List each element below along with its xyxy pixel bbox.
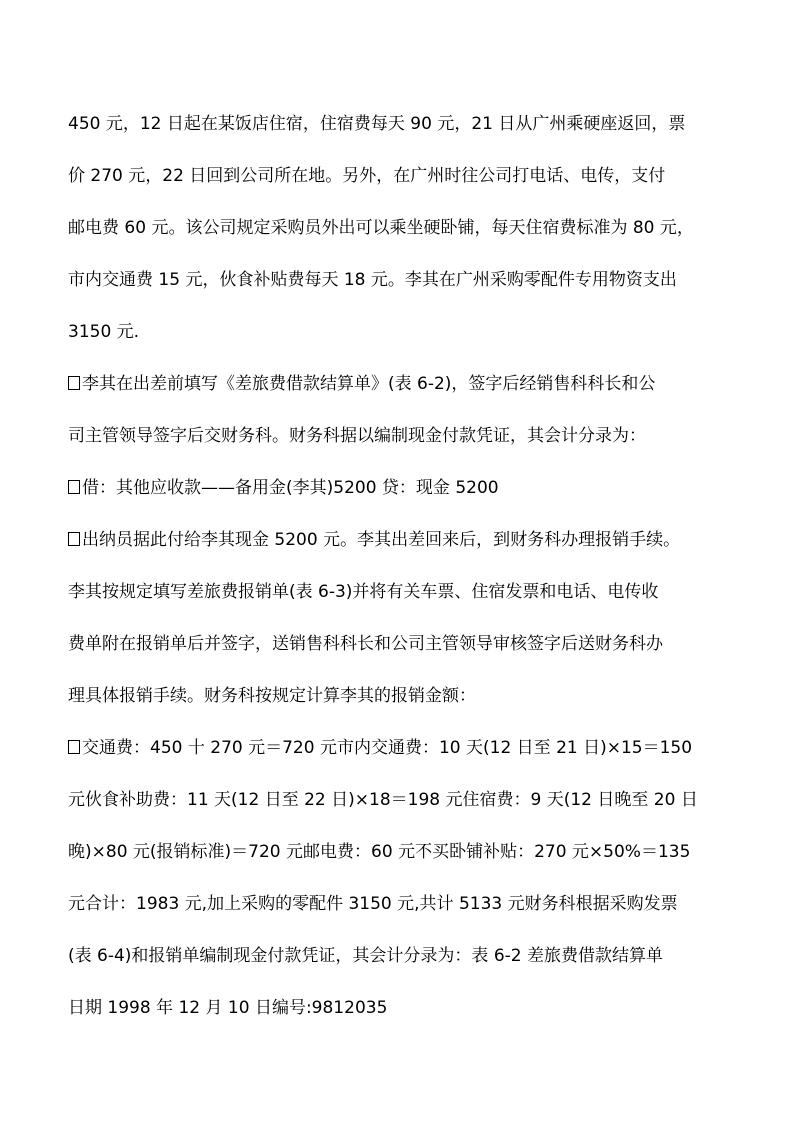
text-line: 邮电费 60 元。该公司规定采购员外出可以乘坐硬卧铺，每天住宿费标准为 80 元， — [68, 218, 694, 238]
text-line: 价 270 元，22 日回到公司所在地。另外，在广州时往公司打电话、电传，支付 — [68, 166, 666, 186]
text-line: 450 元，12 日起在某饭店住宿，住宿费每天 90 元，21 日从广州乘硬座返回，票 — [68, 114, 686, 134]
text-line: 晚)×80 元(报销标准)＝720 元邮电费：60 元不买卧铺补贴：270 元×50%＝135 — [68, 842, 691, 862]
checkbox-icon — [68, 532, 80, 546]
text-line: 元合计：1983 元,加上采购的零配件 3150 元,共计 5133 元财务科根据采购发票 — [68, 894, 678, 914]
checkbox-icon — [68, 740, 80, 754]
text-line: (表 6-4)和报销单编制现金付款凭证，其会计分录为：表 6-2 差旅费借款结算单 — [68, 946, 664, 966]
checkbox-icon — [68, 480, 80, 494]
text-line: 理具体报销手续。财务科按规定计算李其的报销金额： — [68, 686, 476, 706]
text-line: 李其在出差前填写《差旅费借款结算单》(表 6-2)，签字后经销售科科长和公 — [82, 374, 656, 394]
text-line: 元伙食补助费：11 天(12 日至 22 日)×18＝198 元住宿费：9 天(12 日晚至 20 日 — [68, 790, 698, 810]
text-line: 李其按规定填写差旅费报销单(表 6-3)并将有关车票、住宿发票和电话、电传收 — [68, 582, 659, 602]
text-line: 日期 1998 年 12 月 10 日编号:9812035 — [68, 998, 388, 1018]
text-line: 费单附在报销单后并签字，送销售科科长和公司主管领导审核签字后送财务科办 — [68, 634, 663, 654]
paragraph-with-checkbox — [68, 736, 692, 760]
text-line: 市内交通费 15 元，伙食补贴费每天 18 元。李其在广州采购零配件专用物资支出 — [68, 270, 677, 290]
text-line: 司主管领导签字后交财务科。财务科据以编制现金付款凭证，其会计分录为： — [68, 426, 646, 446]
text-line: 交通费：450 十 270 元＝720 元市内交通费：10 天(12 日至 21 日)×15＝150 — [82, 738, 693, 758]
text-line: 出纳员据此付给李其现金 5200 元。李其出差回来后，到财务科办理报销手续。 — [82, 530, 681, 550]
text-line: 借：其他应收款——备用金(李其)5200 贷：现金 5200 — [82, 478, 499, 498]
paragraph-with-checkbox — [68, 528, 680, 552]
paragraph-with-checkbox — [68, 372, 655, 396]
paragraph-with-checkbox — [68, 476, 499, 500]
text-line: 3150 元. — [68, 322, 140, 342]
checkbox-icon — [68, 376, 80, 390]
